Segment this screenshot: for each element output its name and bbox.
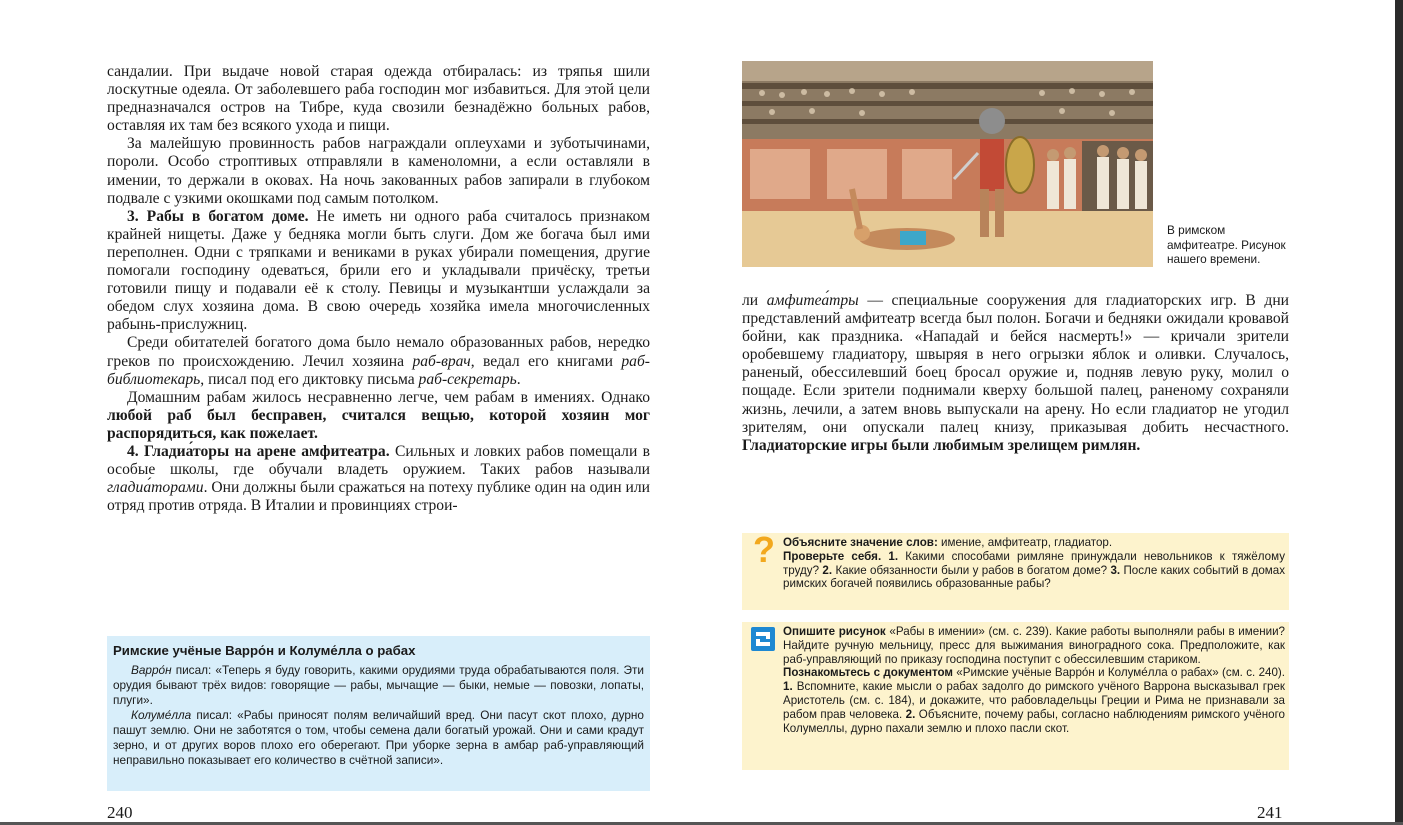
sidebar-paragraph: Варро́н писал: «Теперь я буду говорить, какими орудиями труда обрабатываются поля. Эти орудия бывают трёх видов: говорящие — рабы, мычащие — быки, немые — повозки, лопаты, плуги».: [113, 663, 644, 707]
questions-text: Проверьте себя. 1. Какими способами римляне принуждали невольников к тяжёлому труду? 2. Какие обязанности были у рабов в богатом доме? 3. После каких событий в домах римских богачей появились образованные рабы?: [783, 549, 1286, 591]
document-sidebar: [107, 636, 650, 791]
term: раб-библиотекарь: [107, 352, 650, 388]
question-mark-icon: [751, 531, 777, 567]
author-name: Колуме́лла: [131, 708, 192, 722]
right-page-text: [742, 292, 1289, 455]
task-book-icon: [751, 627, 775, 651]
tasks-text: Познакомьтесь с документом «Римские учёные Варро́н и Колуме́лла о рабах» (см. с. 240). 1. Вспомните, какие мысли о рабах задолго до римского учёного Варрона высказывал грек Аристотель (см. с. 184), и докажите, что рабовладельцы Греции и Рима не признавали за рабом прав человека. 2. Объясните, почему рабы, согласно наблюдениям римского учёного Колумеллы, дурно пахали землю и плохо пасли скот.: [783, 666, 1285, 735]
paragraph: 4. Гладиа́торы на арене амфитеатра. Сильных и ловких рабов помещали в особые школы, где обучали владеть оружием. Таких рабов называли гладиа́торами. Они должны были сражаться на потеху публике один на один или отряд против отряда. В Италии и провинциях строи-: [107, 442, 651, 515]
paragraph: сандалии. При выдаче новой старая одежда отбиралась: из тряпья шили лоскутные одеяла. От заболевшего раба господин мог избавиться. Для этой цели предназначался остров на Тибре, куда свозили безнадёжно больных рабов, оставляя их там без всякого ухода и пищи.: [107, 63, 650, 135]
section-heading: 4. Гладиа́торы на арене амфитеатра.: [127, 442, 390, 460]
questions-box: [742, 533, 1289, 610]
tasks-text: Опишите рисунок «Рабы в имении» (см. с. 239). Какие работы выполняли рабы в имении? Найдите ручную мельницу, пресс для выжимания виноградного сока. Предположите, как раб-управляющий по приказу господина поступит с обессилевшим стариком.: [783, 625, 1286, 666]
paragraph: ли амфитеа́тры — специальные сооружения для гладиаторских игр. В дни представлений амфитеатр всегда был полон. Богачи и бедняки ожидали кровавой бойни, как праздника. «Нападай и бейся насмерть!» — кричали зрители оробевшему гладиатору, швыряя в него огрызки яблок и оливки. Случалось, раненый, обессилевший боец бросал оружие и, подняв левую руку, молил о пощаде. Если зрители поднимали кверху большой палец, раненому сохраняли жизнь, лечили, а затем вновь выпускали на арену. Но если гладиатор не угодил зрителям, они опускали палец книзу, приказывая добить несчастного. Гладиаторские игры были любимым зрелищем римлян.: [742, 292, 1290, 454]
paragraph: 3. Рабы в богатом доме. Не иметь ни одного раба считалось признаком крайней нищеты. Даже у бедняка могли быть слуги. Дом же богача был ими переполнен. Одни с тряпками и вениками в руках убирали помещения, другие помогали господину одеваться, брили его и укладывали причёску, третьи готовили пищу и подавали её к столу. Певицы и музыкантши услаждали за обедом слух хозяина дома. В свою очередь хозяйка имела многочисленных рабынь-прислужниц.: [107, 207, 650, 334]
svg-text:?: ?: [753, 531, 775, 567]
author-name: Варро́н: [131, 663, 172, 677]
term: амфитеа́тры: [766, 292, 859, 309]
questions-text: Объясните значение слов: имение, амфитеатр, гладиатор.: [783, 536, 1113, 549]
section-heading: 3. Рабы в богатом доме.: [127, 207, 309, 225]
sidebar-title: Римские учёные Варро́н и Колуме́лла о рабах: [113, 643, 416, 658]
sidebar-paragraph: Колуме́лла писал: «Рабы приносят полям величайший вред. Они пасут скот плохо, дурно пашут землю. Они не заботятся о том, чтобы семена дали богатый урожай. Они и сами крадут зерно, и от других воров плохо его оберегают. При уборке зерна в амбар раб-управляющий неправильно показывает его количество в счётной записи».: [113, 708, 644, 767]
term: раб-секретарь: [418, 370, 517, 388]
tasks-box: [742, 622, 1289, 770]
viewer-right-edge: [1395, 0, 1403, 825]
key-statement: Гладиаторские игры были любимым зрелищем римлян.: [742, 436, 1141, 454]
amphitheatre-illustration: [742, 61, 1153, 267]
key-statement: любой раб был бесправен, считался вещью, которой хозяин мог распорядиться, как пожелает.: [107, 406, 650, 442]
paragraph: Домашним рабам жилось несравненно легче, чем рабам в имениях. Однако любой раб был бесправен, считался вещью, которой хозяин мог распорядиться, как пожелает.: [107, 388, 650, 442]
term: гладиа́торами: [107, 479, 204, 497]
paragraph: Среди обитателей богатого дома было немало образованных рабов, нередко греков по происхождению. Лечил хозяина раб-врач, ведал его книгами раб-библиотекарь, писал под его диктовку письма раб-секретарь.: [107, 334, 650, 388]
page-number-left: 240: [107, 803, 133, 822]
paragraph: За малейшую провинность рабов награждали оплеухами и зуботычинами, пороли. Особо строптивых отправляли в каменоломни, а если оставляли в имении, то держали в оковах. На ночь закованных рабов запирали в глубоком подвале с узкими окошками под самым потолком.: [107, 135, 650, 207]
page-number-right: 241: [1257, 803, 1283, 822]
illustration-caption: В римском амфитеатре. Рисунок нашего времени.: [1167, 223, 1286, 266]
left-page-text: [107, 63, 650, 515]
term: раб-врач: [412, 352, 471, 370]
